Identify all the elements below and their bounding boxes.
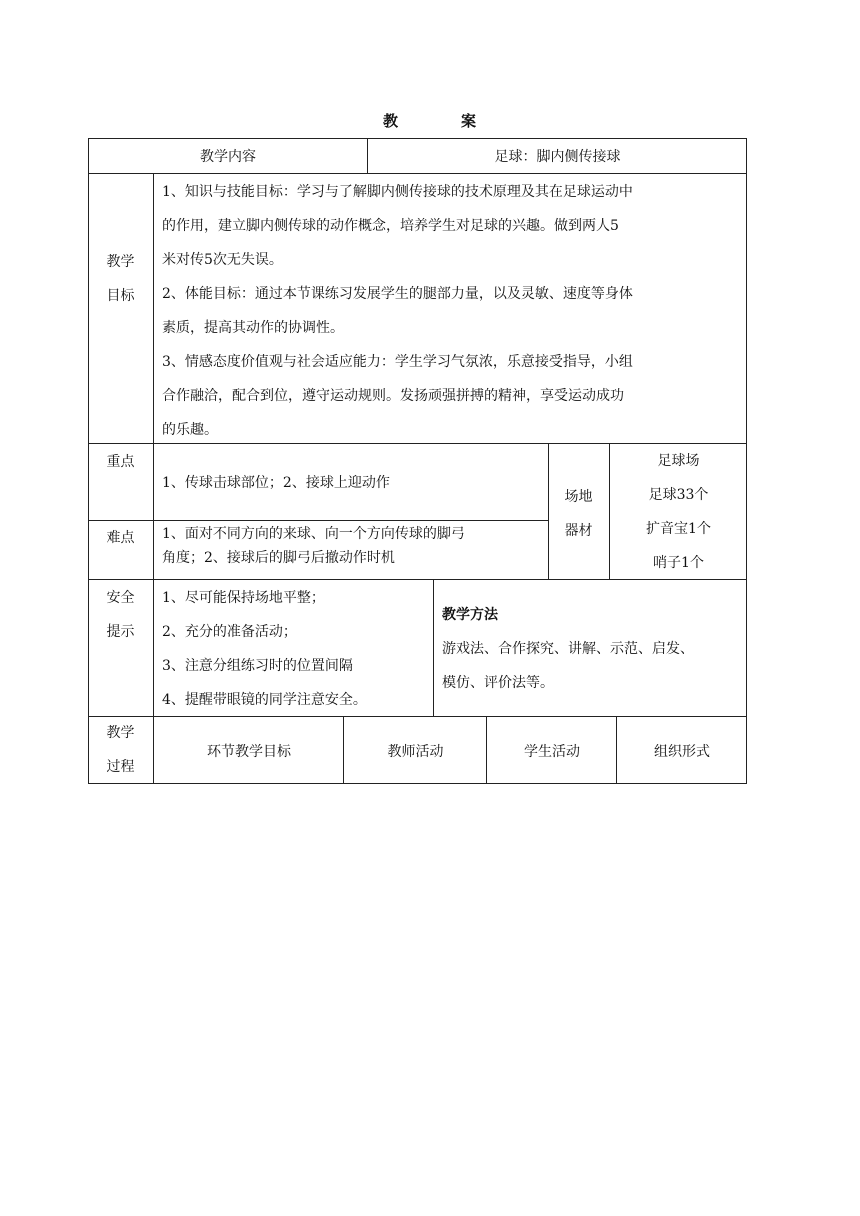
process-label-line2: 过程 (106, 759, 135, 775)
process-column-header: 组织形式 (654, 744, 710, 760)
safety-item: 2、充分的准备活动； (162, 624, 297, 640)
objectives-line: 合作融洽，配合到位，遵守运动规则。发扬顽强拼搏的精神，享受运动成功 (162, 388, 624, 404)
difficulties-line1: 1、面对不同方向的来球、向一个方向传球的脚弓 (162, 526, 465, 542)
title-char-left: 教 (382, 112, 399, 130)
title-char-right: 案 (461, 112, 478, 130)
objectives-line: 的乐趣。 (162, 422, 218, 438)
venue-item: 哨子1个 (653, 555, 704, 571)
venue-item: 扩音宝1个 (646, 521, 711, 537)
venue-label (548, 480, 609, 548)
safety-item: 4、提醒带眼镜的同学注意安全。 (162, 692, 367, 708)
objectives-text (162, 175, 742, 447)
venue-label-line2: 器材 (564, 523, 593, 539)
venue-label-line1: 场地 (564, 489, 593, 505)
safety-label-line2: 提示 (106, 624, 135, 640)
methods-line2: 模仿、评价法等。 (442, 675, 554, 691)
objectives-line: 2、体能目标：通过本节课练习发展学生的腿部力量，以及灵敏、速度等身体 (162, 286, 633, 302)
process-column-header: 环节教学目标 (207, 744, 291, 760)
objectives-line: 素质，提高其动作的协调性。 (162, 320, 344, 336)
safety-label (88, 581, 153, 649)
methods-heading: 教学方法 (442, 607, 498, 623)
venue-item: 足球33个 (648, 487, 709, 503)
key-points-text: 1、传球击球部位；2、接球上迎动作 (162, 475, 390, 491)
key-points-label: 重点 (106, 454, 135, 470)
venue-item: 足球场 (657, 453, 700, 469)
difficulties-text (162, 522, 465, 570)
methods-line1: 游戏法、合作探究、讲解、示范、启发、 (442, 641, 694, 657)
process-column-header: 教师活动 (387, 744, 444, 760)
venue-items (610, 444, 747, 580)
methods-block (442, 598, 694, 700)
objectives-label-line2: 目标 (106, 288, 135, 304)
process-column-header: 学生活动 (524, 744, 580, 760)
difficulties-line2: 角度；2、接球后的脚弓后撤动作时机 (162, 550, 395, 566)
safety-item: 1、尽可能保持场地平整； (162, 590, 325, 606)
objectives-line: 1、知识与技能目标：学习与了解脚内侧传接球的技术原理及其在足球运动中 (162, 184, 633, 200)
objectives-label-line1: 教学 (106, 254, 135, 270)
objectives-line: 3、情感态度价值观与社会适应能力：学生学习气氛浓，乐意接受指导，小组 (162, 354, 633, 370)
safety-item: 3、注意分组练习时的位置间隔 (162, 658, 353, 674)
content-value: 足球：脚内侧传接球 (494, 149, 621, 165)
process-label (88, 716, 153, 784)
process-label-line1: 教学 (106, 725, 135, 741)
difficulties-label: 难点 (106, 530, 135, 546)
safety-items (162, 581, 367, 717)
objectives-line: 米对传5次无失误。 (162, 252, 283, 268)
objectives-label (88, 245, 153, 313)
objectives-line: 的作用，建立脚内侧传球的动作概念，培养学生对足球的兴趣。做到两人5 (162, 218, 619, 234)
safety-label-line1: 安全 (106, 590, 135, 606)
content-label: 教学内容 (200, 149, 256, 165)
